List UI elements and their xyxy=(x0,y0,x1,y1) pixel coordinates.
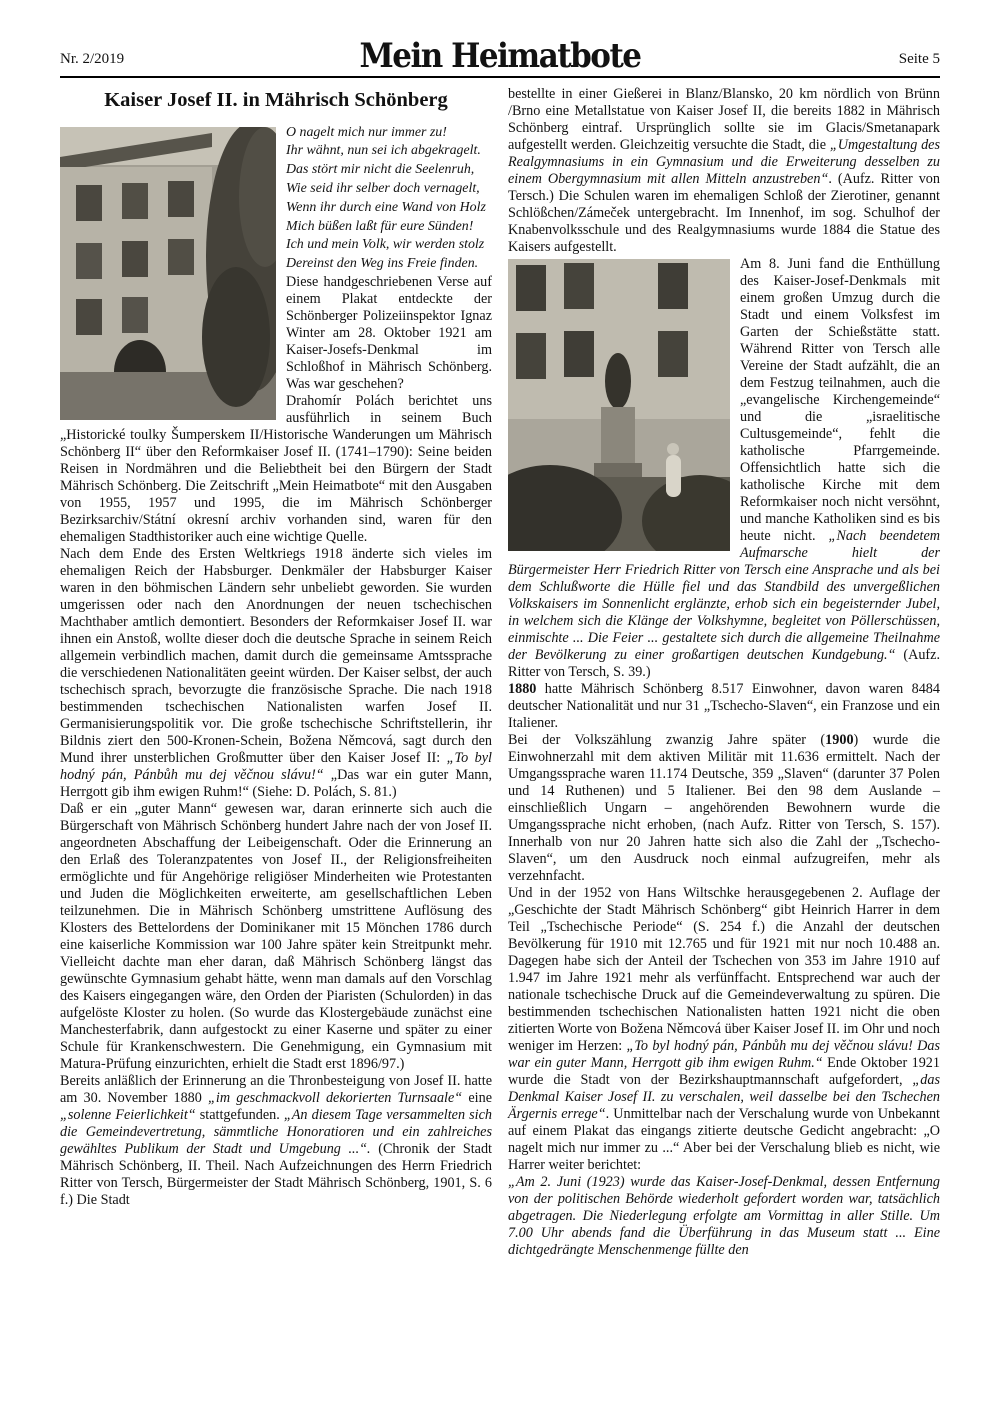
paragraph: Und in der 1952 von Hans Wiltschke herausgegebenen 2. Auflage der „Geschichte der Stadt Mährisch Schönberg“ gibt Heinrich Harrer in dem Teil „Tschechische Periode“ (S. 254 f.) die Anzahl der deutschen Bevölkerung für 1910 mit 12.765 und für 1921 mit nur noch 10.488 an. Dagegen habe sich der Anteil der Tschechen von 353 im Jahre 1910 auf 1.947 im Jahre 1921 mehr als verfünffacht. Entsprechend war auch der nationale tschechische Druck auf die Gemeindeverwaltung zu spüren. Die bestimmenden tschechischen Nationalisten hatten 1921 nicht die oben zitierten Worte von Božena Němcová über Kaiser Josef II. im Ohr und noch weniger im Herzen: „To byl hodný pán, Pánbůh mu dej věčnou slávu! Das war ein guter Mann, Herrgott gib ihm ewigen Ruhm.“ Ende Oktober 1921 wurde die Stadt von der Bezirkshauptmannschaft aufgefordert, „das Denkmal Kaiser Josef II. zu verschalen, weil dasselbe bei den Tschechen Ärgernis errege“. Unmittelbar nach der Verschalung wurde von Unbekannt auf einem Plakat das eingangs zitierte deutsche Gedicht angebracht: „O nagelt mich nur immer zu ...“ Aber bei der Verschalung blieb es nicht, wie Harrer weiter berichtet: xyxy=(508,885,940,1173)
poem-line: Wenn ihr durch eine Wand von Holz xyxy=(286,199,486,215)
poem-line: O nagelt mich nur immer zu! xyxy=(286,124,447,140)
poem-line: Ich und mein Volk, wir werden stolz xyxy=(286,237,485,253)
paragraph: Drahomír Polách berichtet uns ausführlich in seinem Buch „Historické toulky Šumperskem II/Historische Wanderungen um Mährisch Schönberg II“ über den Reformkaiser Josef II. (1741–1790): Seine beiden Reisen in Nordmähren und die Beliebtheit bei den Bürgern der Stadt Mährisch Schönberg. Die Zeitschrift „Mein Heimatbote“ mit den Ausgaben von 1955, 1957 und 1995, die im Mährisch Schönberger Bezirksarchiv/Státní okresní archiv vorhanden sind, waren für den ehemaligen Stadthistoriker auch eine wichtige Quelle. xyxy=(60,393,492,545)
paragraph: Nach dem Ende des Ersten Weltkriegs 1918 änderte sich vieles im ehemaligen Reich der Habsburger. Denkmäler der Habsburger Kaiser waren in den böhmischen Ländern sehr unbeliebt geworden. Sie wurden umgerissen oder nach den Anordnungen der neuen tschechischen Machthaber amtlich demontiert. Besonders der Reformkaiser Josef II. war ihnen ein Anstoß, wollte dieser doch die deutsche Sprache in seinem Reich allgemein verbindlich machen, damit durch die gemeinsame Amtssprache die verschiedenen Nationalitäten geeint würden. Der Kaiser selbst, der auch tschechisch sprach, bevorzugte die französische Sprache. Die nach 1918 bestimmenden tschechischen Nationalisten warfen Josef II. Germanisierungspolitik vor. Die große tschechische Schriftstellerin, ihr Bildnis ziert den 500-Kronen-Schein, Božena Němcová, sagt durch den Mund ihrer unsterblichen Großmutter über den Kaiser Josef II: „To byl hodný pán, Pánbůh mu dej věčnou slávu!“ „Das war ein guter Mann, Herrgott gib ihm ewigen Ruhm!“ (Siehe: D. Polách, S. 81.) xyxy=(60,546,493,800)
paragraph: Bereits anläßlich der Erinnerung an die Thronbesteigung von Josef II. hatte am 30. November 1880 „im geschmackvoll dekorierten Turnsaale“ eine „solenne Feierlichkeit“ stattgefunden. „An diesem Tage versammelten sich die Gemeindevertretung, sämmtliche Honoratioren und ein zahlreiches gewähltes Publikum der Stadt und Umgebung ...“. (Chronik der Stadt Mährisch Schönberg, II. Theil. Nach Aufzeichnungen des Herrn Friedrich Ritter von Tersch, Bürgermeister der Stadt Mährisch Schönberg, 1901, S. 6 f.) Die Stadt xyxy=(60,1073,493,1208)
monument-courtyard-photo xyxy=(508,259,730,551)
castle-courtyard-photo xyxy=(60,127,276,420)
paragraph: bestellte in einer Gießerei in Blanz/Blansko, 20 km nördlich von Brünn /Brno eine Metallstatue von Kaiser Josef II, die bereits 1882 in Mährisch Schönberg eintraf. Ursprünglich sollte sie im Glacis/Smetanapark aufgestellt werden. Gleichzeitig versuchte die Stadt, die „Umgestaltung des Realgymnasiums in ein Gymnasium und die Erweiterung desselben zu einem Obergymnasium mit allen Mitteln anzustreben“. (Aufz. Ritter von Tersch.) Die Schulen waren im ehemaligen Schloß der Zierotiner, genannt Schlößchen/Zámeček untergebracht. Im Innenhof, im sog. Schulhof der Knabenvolksschule und des Realgymnasiums wurde 1884 die Statue des Kaisers aufgestellt. xyxy=(508,86,940,255)
issue-number: Nr. 2/2019 xyxy=(60,51,125,67)
paragraph: Daß er ein „guter Mann“ gewesen war, daran erinnerte sich auch die Bürgerschaft von Mährisch Schönberg hundert Jahre nach der von Josef II. angeordneten Abschaffung der Leibeigenschaft. Oder die Erinnerung an den Erlaß des Toleranzpatentes von Josef II., der Religionsfreiheiten ermöglichte und für Angehörige religiöser Minderheiten wie Protestanten und Juden die Möglichkeiten erweiterte, am gesellschaftlichen Leben teilzunehmen. Die in Mährisch Schönberg umstrittene Auflösung des Klosters des Bettelordens der Dominikaner mit 15 Mönchen 1786 durch eine kaiserliche Kommission war 100 Jahre später kein Streitpunkt mehr. Vielleicht dachte man eher daran, daß Mährisch Schönberg längst das gewünschte Gymnasium gehabt hätte, wenn man damals auf den Vorschlag des Kaisers eingegangen wäre, den Orden der Piaristen (Schulorden) in das aufgelöste Kloster zu holen. (So wurde das Klostergebäude zunächst eine Manchesterfabrik, dann aufgestockt zu einer Kaserne und später zu einer Schule für Krankenschwestern. Die Genehmigung, ein Gymnasium mit Matura-Prüfung einzurichten, erhielt die Stadt erst 1896/97.) xyxy=(60,801,492,1072)
paragraph: Bei der Volkszählung zwanzig Jahre später (1900) wurde die Einwohnerzahl mit dem aktiven Militär mit 11.636 ermittelt. Nach der Umgangssprache waren 11.174 Deutsche, 359 „Slaven“ (darunter 37 Polen und 14 Ruthenen) und 5 Italiener. Bei den 98 dem Auslande – einschließlich Ungarn – angehörenden Bewohnern wurde die Umgangssprache nicht erhoben, (nach Aufz. Ritter von Tersch, S. 157). Innerhalb von nur 20 Jahren hatte sich also die Zahl der „Tschecho-Slaven“, um den Ausdruck noch einmal aufzugreifen, mehr als verzehnfacht. xyxy=(508,732,941,884)
poem-line: Mich büßen laßt für eure Sünden! xyxy=(286,218,474,234)
right-top-paragraphs xyxy=(508,86,940,256)
poem-line: Ihr wähnt, nun sei ich abgekragelt. xyxy=(286,143,481,159)
paragraph: Diese handgeschriebenen Verse auf einem Plakat entdeckte der Schönberger Polizeiinspektor Ignaz Winter am 28. Oktober 1921 am Kaiser-Josefs-Denkmal im Schloßhof in Mährisch Schönberg. Was war geschehen? xyxy=(286,274,492,392)
page-number: Seite 5 xyxy=(898,51,940,67)
castle-courtyard-photo-graphic xyxy=(60,127,276,420)
poem-line: Dereinst den Weg ins Freie finden. xyxy=(286,256,479,272)
article-title: Kaiser Josef II. in Mährisch Schönberg xyxy=(104,89,448,111)
paragraph: 1880 hatte Mährisch Schönberg 8.517 Einwohner, davon waren 8484 deutscher Nationalität und nur 31 „Tschecho-Slaven“, ein Franzose und ein Italiener. xyxy=(508,681,940,731)
paragraph: „Am 2. Juni (1923) wurde das Kaiser-Josef-Denkmal, dessen Entfernung von der politischen Behörde wiederholt gefordert worden war, tatsächlich abgetragen. Die Niederlegung erfolgte am Vormittag in aller Stille. Um 7.00 Uhr abends fand die Überführung in das Museum statt ... Eine dichtgedrängte Menschenmenge füllte den xyxy=(508,1174,940,1258)
article-columns xyxy=(60,86,940,1259)
paragraph: Am 8. Juni fand die Enthüllung des Kaiser-Josef-Denkmals mit einem großen Umzug durch die Stadt und einem Volksfest im Garten der Schießstätte statt. Während Ritter von Tersch alle Vereine der Stadt aufzählt, die an dem Festzug teilnahmen, auch die „evangelische Kirchengemeinde“ und die „israelitische Cultusgemeinde“, fehlt die katholische Pfarrgemeinde. Offensichtlich hatte sich die katholische Kirche mit dem Reformkaiser noch nicht versöhnt, und manche Katholiken sind es bis heute nicht. „Nach beendetem Aufmarsche hielt der Bürgermeister Herr Friedrich Ritter von Tersch eine Ansprache und als bei dem Schlußworte die Hülle fiel und das Standbild des unvergeßlichen Volkskaisers im Sonnenlicht erglänzte, erhob sich ein begeisternder Jubel, in welchem sich die Klänge der Volkshymne, begleitet von Pöllerschüssen, einmischte ... Die Feier ... gestaltete sich durch die allgemeine Theilnahme der Bevölkerung zu einer großartigen deutschen Kundgebung.“ (Aufz. Ritter von Tersch, S. 39.) xyxy=(508,256,940,680)
right-column xyxy=(508,86,940,1259)
masthead-title: Mein Heimatbote xyxy=(359,36,641,76)
header-rule xyxy=(60,76,940,78)
page-header xyxy=(60,16,940,74)
poem-line: Das stört mir nicht die Seelenruh, xyxy=(286,162,475,178)
left-column xyxy=(60,86,492,1259)
poem-line: Wie seid ihr selber doch vernagelt, xyxy=(286,181,480,197)
monument-courtyard-photo-graphic xyxy=(508,259,730,551)
